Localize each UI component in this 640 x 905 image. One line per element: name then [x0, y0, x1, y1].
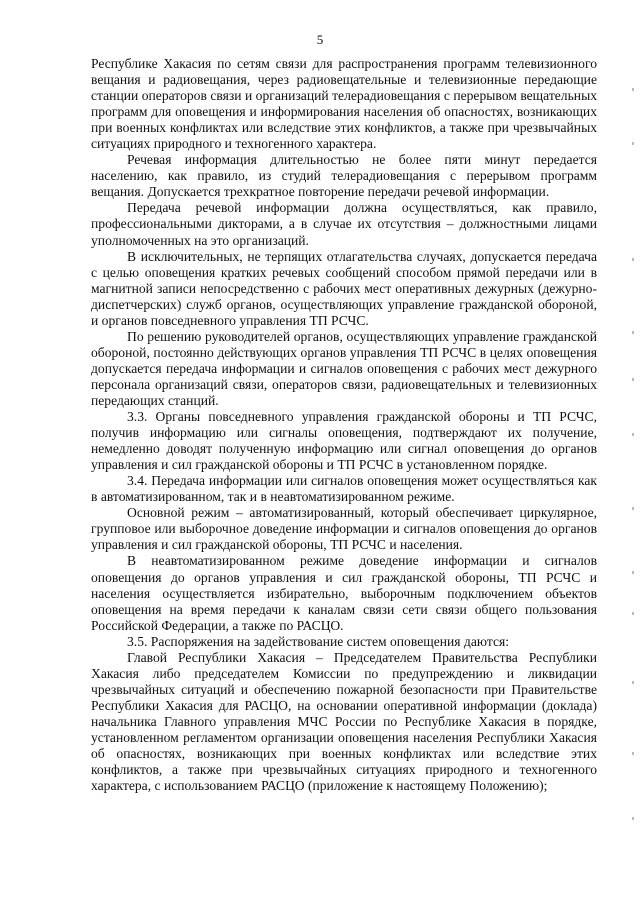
- paragraph-speech-info: Речевая информация длительностью не более пяти минут передается населению, как правило, из студий телерадиовещания с перерывом программ вещания. Допускается трехкратное повторение передачи речевой информации.: [91, 152, 597, 200]
- paragraph-head-of-republic: Главой Республики Хакасия – Председателем Правительства Республики Хакасия либо председателем Комиссии по предупреждению и ликвидации чрезвычайных ситуаций и обеспечению пожарной безопасности при Правительстве Республики Хакасия для РАСЦО, на основании оперативной информации (доклада) начальника Главного управления МЧС России по Республике Хакасия в порядке, установленном регламентом организации оповещения населения Республики Хакасия об опасностях, возникающих при военных конфликтах или вследствие этих конфликтов, а также при чрезвычайных ситуациях природного и техногенного характера, с использованием РАСЦО (приложение к настоящему Положению);: [91, 649, 597, 794]
- body-text: [91, 56, 597, 794]
- paragraph-main-mode: Основной режим – автоматизированный, который обеспечивает циркулярное, групповое или выборочное доведение информации и сигналов оповещения до органов управления и сил гражданской обороны, ТП РСЧС и населения.: [91, 505, 597, 553]
- paragraph-section-3-4: 3.4. Передача информации или сигналов оповещения может осуществляться как в автоматизированном, так и в неавтоматизированном режиме.: [91, 473, 597, 505]
- paragraph-exceptional-cases: В исключительных, не терпящих отлагательства случаях, допускается передача с целью оповещения кратких речевых сообщений способом прямой передачи или в магнитной записи непосредственно с рабочих мест оперативных дежурных (дежурно-диспетчерских) служб органов, осуществляющих управление гражданской обороной, и органов повседневного управления ТП РСЧС.: [91, 248, 597, 328]
- paragraph-announcers: Передача речевой информации должна осуществляться, как правило, профессиональными дикторами, а в случае их отсутствия – должностными лицами уполномоченных на это организаций.: [91, 200, 597, 248]
- paragraph-continuation: Республике Хакасия по сетям связи для распространения программ телевизионного вещания и радиовещания, через радиовещательные и телевизионные передающие станции операторов связи и организаций телерадиовещания с перерывом вещательных программ для оповещения и информирования населения об опасностях, возникающих при военных конфликтах или вследствие этих конфликтов, а также при чрезвычайных ситуациях природного и техногенного характера.: [91, 56, 597, 152]
- paragraph-section-3-5: 3.5. Распоряжения на задействование систем оповещения даются:: [127, 633, 510, 649]
- paragraph-non-automated-mode: В неавтоматизированном режиме доведение информации и сигналов оповещения до органов управления и сил гражданской обороны, ТП РСЧС и населения осуществляется избирательно, выборочным подключением объектов оповещения на время передачи к каналам связи сети связи общего пользования Российской Федерации, а также по РАСЦО.: [91, 553, 597, 633]
- scan-edge-marks: [628, 0, 634, 905]
- page-number: 5: [316, 32, 324, 47]
- paragraph-managers-decision: По решению руководителей органов, осуществляющих управление гражданской обороной, постоянно действующих органов управления ТП РСЧС в целях оповещения допускается передача информации и сигналов оповещения с рабочих мест дежурного персонала организаций связи, операторов связи, радиовещательных и телевизионных передающих станций.: [91, 328, 597, 408]
- paragraph-section-3-3: 3.3. Органы повседневного управления гражданской обороны и ТП РСЧС, получив информацию или сигналы оповещения, подтверждают их получение, немедленно доводят полученную информацию или сигнал оповещения до органов управления и сил гражданской обороны и ТП РСЧС в установленном порядке.: [91, 409, 597, 473]
